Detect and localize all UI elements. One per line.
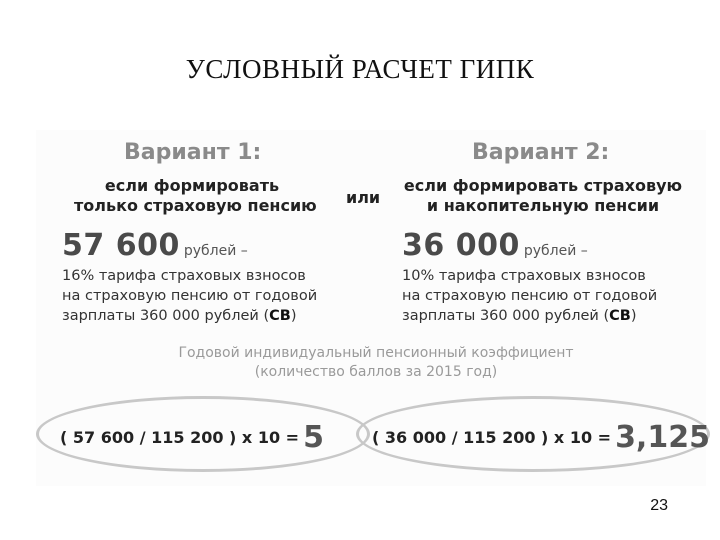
coefficient-caption [126, 344, 626, 382]
slide-title: УСЛОВНЫЙ РАСЧЕТ ГИПК [185, 54, 535, 84]
variant1-desc-abbr: СВ [269, 308, 291, 324]
variant2-amount-row [402, 228, 588, 263]
variant2-condition-line2: и накопительную пенсии [426, 196, 660, 215]
variant1-desc-line3-suffix: ) [290, 308, 297, 324]
formula2-expression: ( 36 000 / 115 200 ) x 10 = [372, 428, 612, 447]
variant2-desc-line1: 10% тарифа страховых взносов [402, 268, 646, 284]
variant2-amount-unit: рублей – [523, 243, 588, 259]
variant2-desc-line3-suffix: ) [630, 308, 637, 324]
coefficient-line2: (количество баллов за 2015 год) [254, 364, 498, 380]
variant1-condition [74, 176, 317, 216]
variant2-title: Вариант 2: [472, 140, 610, 165]
scanned-infographic [36, 130, 710, 486]
variant2-condition-line1: если формировать страховую [403, 176, 683, 195]
formula1-result: 5 [303, 420, 324, 455]
variant1-title: Вариант 1: [124, 140, 262, 165]
variant2-condition [398, 176, 688, 216]
variant1-desc-line3-prefix: зарплаты 360 000 рублей ( [62, 308, 270, 324]
variant2-description [402, 266, 657, 326]
page-number: 23 [650, 497, 668, 514]
variant2-desc-line2: на страховую пенсию от годовой [402, 288, 658, 304]
or-label: или [346, 188, 381, 207]
variant1-description [62, 266, 317, 326]
variant1-amount-unit: рублей – [183, 243, 248, 259]
formula2 [372, 420, 710, 455]
variant2-desc-line3 [402, 306, 657, 326]
coefficient-line1: Годовой индивидуальный пенсионный коэффициент [178, 345, 574, 361]
variant1-condition-line1: если формировать [104, 176, 280, 195]
variant2-desc-abbr: СВ [609, 308, 631, 324]
variant1-amount: 57 600 [62, 228, 180, 263]
formula1 [60, 420, 324, 455]
variant1-amount-row [62, 228, 248, 263]
variant1-condition-line2: только страховую пенсию [74, 196, 317, 215]
variant2-amount: 36 000 [402, 228, 520, 263]
variant1-desc-line3 [62, 306, 317, 326]
formula1-expression: ( 57 600 / 115 200 ) x 10 = [60, 428, 300, 447]
variant1-desc-line2: на страховую пенсию от годовой [62, 288, 318, 304]
variant2-desc-line3-prefix: зарплаты 360 000 рублей ( [402, 308, 610, 324]
variant1-desc-line1: 16% тарифа страховых взносов [62, 268, 306, 284]
formula2-result: 3,125 [615, 420, 710, 455]
